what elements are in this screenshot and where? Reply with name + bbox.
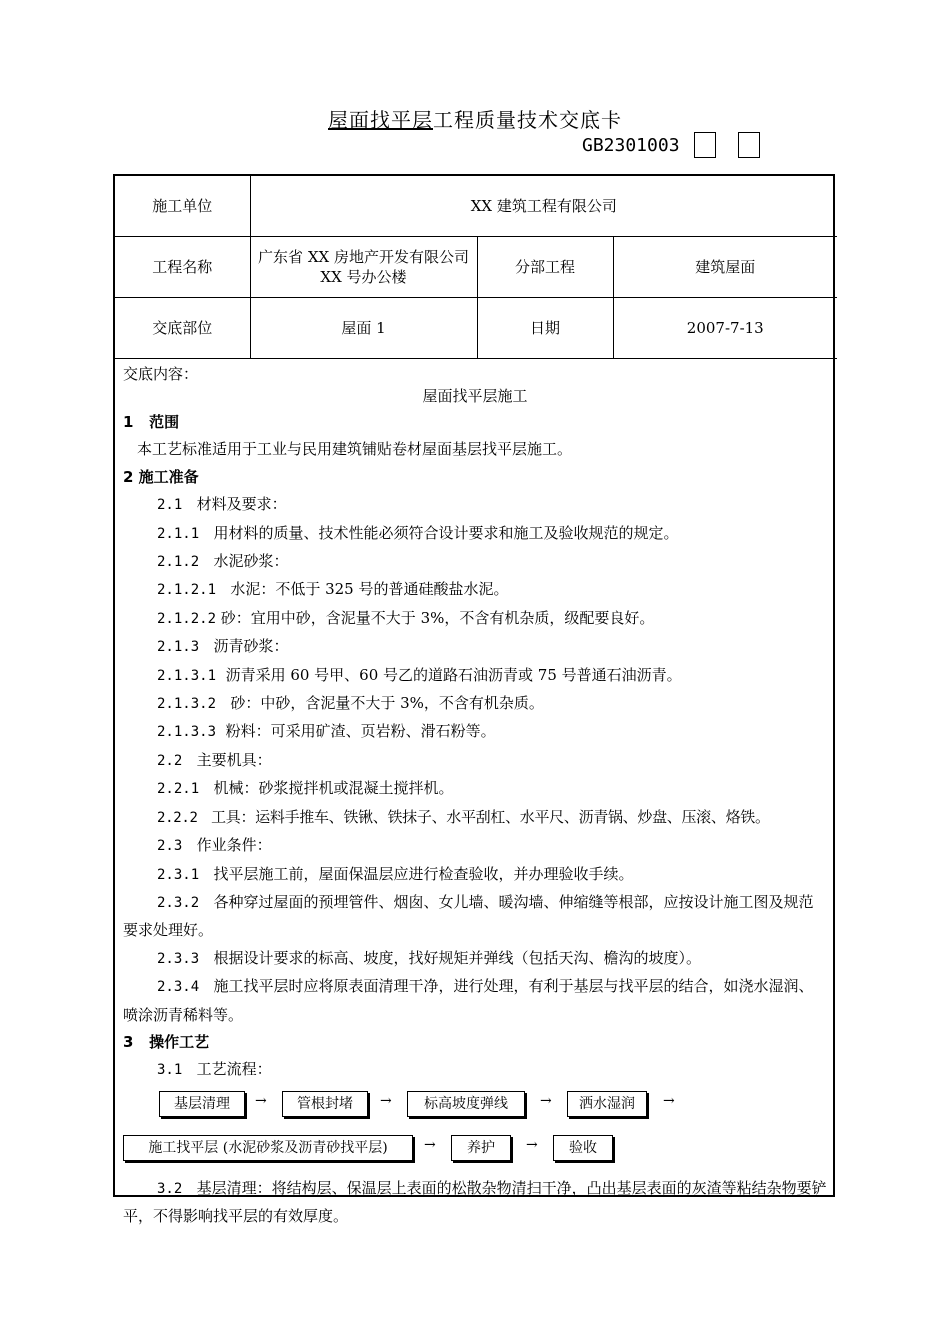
disclosure-content xyxy=(115,359,833,1231)
unit-value: XX 建筑工程有限公司 xyxy=(250,176,837,237)
list-item xyxy=(123,520,827,548)
unit-label: 施工单位 xyxy=(115,176,250,237)
document-code-row xyxy=(582,130,760,160)
info-table xyxy=(115,176,837,359)
item-text: 找平层施工前，屋面保温层应进行检查验收，并办理验收手续。 xyxy=(213,864,634,883)
item-number: 2.2.1 xyxy=(157,781,200,798)
item-number: 2.3.2 xyxy=(157,894,200,911)
code-checkbox-2[interactable] xyxy=(738,132,760,158)
item-number: 2.1.3.1 xyxy=(157,667,217,684)
flow-step-7: 验收 xyxy=(553,1135,613,1161)
item-number: 3.2 xyxy=(157,1180,183,1197)
flow-arrow: → xyxy=(663,1092,675,1109)
section-title: 范围 xyxy=(149,413,180,431)
section-title: 操作工艺 xyxy=(149,1032,210,1051)
list-item xyxy=(123,548,827,576)
item-number: 2.1.2.2 xyxy=(157,610,217,627)
table-row xyxy=(115,237,837,298)
list-item xyxy=(123,662,827,690)
item-number: 2.2 xyxy=(157,752,183,769)
item-number: 2.2.2 xyxy=(157,809,198,826)
flow-arrow: → xyxy=(380,1092,392,1109)
item-number: 2.1.3.2 xyxy=(157,696,217,713)
flow-arrow: → xyxy=(255,1092,267,1109)
item-number: 2.3.3 xyxy=(157,950,200,967)
item-number: 2.3 xyxy=(157,838,183,855)
list-item xyxy=(123,576,827,604)
item-text: 施工找平层时应将原表面清理干净，进行处理，有利于基层与找平层的结合，如浇水湿润、喷涂沥青稀料等。 xyxy=(123,977,814,1024)
item-text: 粉料：可采用矿渣、页岩粉、滑石粉等。 xyxy=(225,722,496,741)
item-number: 2.1.2 xyxy=(157,554,200,571)
section-number: 1 xyxy=(123,413,134,431)
item-number: 2.3.1 xyxy=(157,866,200,883)
flow-arrow: → xyxy=(540,1092,552,1109)
list-item xyxy=(123,889,827,945)
item-text: 基层清理：将结构层、保温层上表面的松散杂物清扫干净，凸出基层表面的灰渣等粘结杂物要铲平，不得影响找平层的有效厚度。 xyxy=(123,1178,827,1226)
content-label: 交底内容： xyxy=(123,365,199,383)
division-label: 分部工程 xyxy=(477,237,613,298)
process-flow-diagram xyxy=(123,1085,827,1175)
item-text: 各种穿过屋面的预埋管件、烟囱、女儿墙、暖沟墙、伸缩缝等根部，应按设计施工图及规范要求处理好。 xyxy=(123,892,814,940)
list-item xyxy=(123,973,827,1029)
part-label: 交底部位 xyxy=(115,298,250,359)
item-text: 沥青采用 60 号甲、60 号乙的道路石油沥青或 75 号普通石油沥青。 xyxy=(225,665,682,684)
section-3-heading xyxy=(123,1029,827,1056)
section-1-text: 本工艺标准适用于工业与民用建筑铺贴卷材屋面基层找平层施工。 xyxy=(137,440,573,459)
list-item xyxy=(123,861,827,889)
table-row xyxy=(115,298,837,359)
item-text: 机械：砂浆搅拌机或混凝土搅拌机。 xyxy=(213,779,454,798)
item-text: 根据设计要求的标高、坡度，找好规矩并弹线（包括天沟、檐沟的坡度）。 xyxy=(213,948,701,967)
title-rest: 工程质量技术交底卡 xyxy=(433,108,622,132)
flow-arrow: → xyxy=(526,1136,538,1153)
list-item xyxy=(123,718,827,746)
flow-step-6: 养护 xyxy=(451,1135,511,1161)
section-2-heading: 2 施工准备 xyxy=(123,467,199,486)
flow-step-4: 洒水湿润 xyxy=(567,1091,647,1117)
date-label: 日期 xyxy=(477,298,613,359)
title-underlined-part: 屋面找平层 xyxy=(328,108,433,132)
list-item xyxy=(123,747,827,775)
flow-step-1: 基层清理 xyxy=(159,1091,245,1117)
item-number: 2.1.2.1 xyxy=(157,582,217,599)
item-text: 水泥砂浆： xyxy=(213,552,289,571)
item-number: 2.3.4 xyxy=(157,979,200,996)
item-text: 作业条件： xyxy=(196,836,272,855)
list-item xyxy=(123,804,827,832)
table-row xyxy=(115,176,837,237)
date-value: 2007-7-13 xyxy=(613,298,837,359)
item-text: 材料及要求： xyxy=(196,495,287,514)
item-number: 2.1.3.3 xyxy=(157,724,217,741)
division-value: 建筑屋面 xyxy=(613,237,837,298)
content-subtitle: 屋面找平层施工 xyxy=(422,387,528,405)
list-item xyxy=(123,1056,827,1084)
item-number: 3.1 xyxy=(157,1062,183,1079)
list-item xyxy=(123,1175,827,1231)
project-value: 广东省 XX 房地产开发有限公司 XX 号办公楼 xyxy=(250,237,477,298)
project-label: 工程名称 xyxy=(115,237,250,298)
item-text: 用材料的质量、技术性能必须符合设计要求和施工及验收规范的规定。 xyxy=(213,523,679,542)
item-number: 2.1.1 xyxy=(157,525,200,542)
list-item xyxy=(123,491,827,519)
list-item xyxy=(123,832,827,860)
document-title xyxy=(0,104,950,133)
item-text: 沥青砂浆： xyxy=(213,637,289,656)
list-item xyxy=(123,945,827,973)
flow-step-3: 标高坡度弹线 xyxy=(407,1091,525,1117)
flow-arrow: → xyxy=(424,1136,436,1153)
code-checkbox-1[interactable] xyxy=(694,132,716,158)
item-text: 水泥：不低于 325 号的普通硅酸盐水泥。 xyxy=(230,580,509,599)
list-item xyxy=(123,775,827,803)
item-number: 2.1 xyxy=(157,497,183,514)
item-number: 2.1.3 xyxy=(157,639,200,656)
part-value: 屋面 1 xyxy=(250,298,477,359)
flow-step-2: 管根封堵 xyxy=(282,1091,368,1117)
item-text: 砂：宜用中砂，含泥量不大于 3%，不含有机杂质，级配要良好。 xyxy=(220,608,655,627)
section-1-heading xyxy=(123,409,827,436)
item-text: 工艺流程： xyxy=(196,1060,272,1079)
list-item xyxy=(123,690,827,718)
item-text: 砂：中砂，含泥量不大于 3%，不含有机杂质。 xyxy=(230,694,544,713)
document-code: GB2301003 xyxy=(582,134,680,156)
section-number: 3 xyxy=(123,1032,134,1051)
disclosure-card xyxy=(113,174,835,1226)
item-text: 工具：运料手推车、铁锹、铁抹子、水平刮杠、水平尺、沥青锅、炒盘、压滚、烙铁。 xyxy=(211,807,770,826)
list-item xyxy=(123,633,827,661)
item-text: 主要机具： xyxy=(196,750,272,769)
list-item xyxy=(123,605,827,633)
flow-step-5: 施工找平层 (水泥砂浆及沥青砂找平层) xyxy=(123,1135,413,1161)
